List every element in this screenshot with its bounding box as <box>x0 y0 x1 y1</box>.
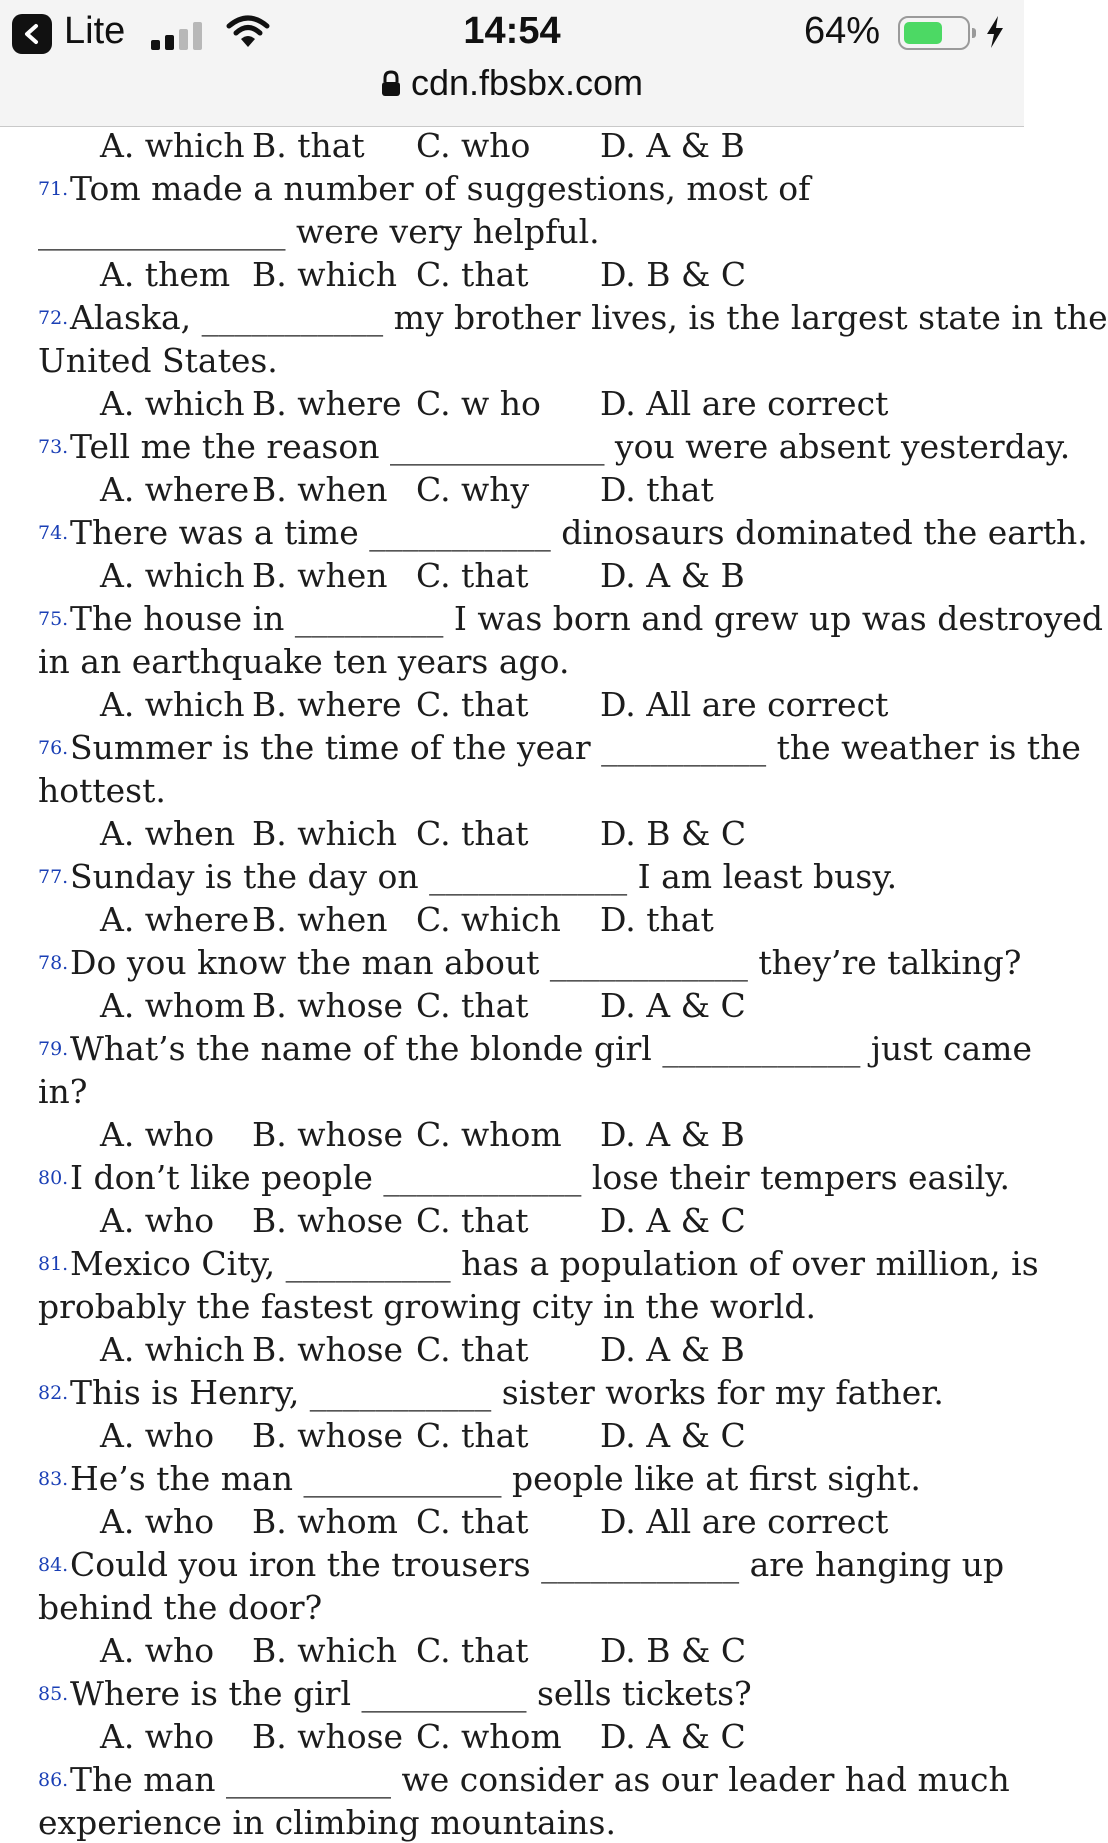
q72-text: Alaska, ___________ my brother lives, is the largest state in the <box>70 298 1108 337</box>
q84-option-b: B. which <box>252 1631 398 1670</box>
q70-option-b: B. that <box>252 126 365 165</box>
q72-option-b: B. where <box>252 384 402 423</box>
q80-option-c: C. that <box>416 1201 529 1240</box>
q78-option-c: C. that <box>416 986 529 1025</box>
back-app-label[interactable]: Lite <box>64 10 126 52</box>
q72-option-d: D. All are correct <box>600 384 889 423</box>
q79-option-a: A. who <box>100 1115 215 1154</box>
q84-option-c: C. that <box>416 1631 529 1670</box>
q74-option-d: D. A & B <box>600 556 745 595</box>
q82-option-b: B. whose <box>252 1416 404 1455</box>
q76-option-d: D. B & C <box>600 814 747 853</box>
q79-option-d: D. A & B <box>600 1115 745 1154</box>
q76-option-b: B. which <box>252 814 398 853</box>
q71-text-continued: _______________ were very helpful. <box>38 212 600 251</box>
q85-number: 85. <box>38 1683 69 1705</box>
q81-text: Mexico City, __________ has a population of over million, is <box>70 1244 1039 1283</box>
address-bar[interactable] <box>0 62 1024 114</box>
url-domain: cdn.fbsbx.com <box>410 62 644 103</box>
document-content <box>0 126 1108 1842</box>
q85-option-a: A. who <box>100 1717 215 1756</box>
q78-number: 78. <box>38 952 69 974</box>
q80-option-a: A. who <box>100 1201 215 1240</box>
q76-option-c: C. that <box>416 814 529 853</box>
q86-text-continued: experience in climbing mountains. <box>38 1803 616 1842</box>
q83-option-d: D. All are correct <box>600 1502 889 1541</box>
lock-icon <box>381 71 401 97</box>
q70-option-d: D. A & B <box>600 126 745 165</box>
q72-number: 72. <box>38 307 69 329</box>
q80-option-d: D. A & C <box>600 1201 746 1240</box>
q79-text: What’s the name of the blonde girl ____________ just came <box>70 1029 1032 1068</box>
q72-option-c: C. w ho <box>416 384 541 423</box>
q81-option-c: C. that <box>416 1330 529 1369</box>
q82-option-a: A. who <box>100 1416 215 1455</box>
q80-number: 80. <box>38 1167 69 1189</box>
q82-number: 82. <box>38 1382 69 1404</box>
q85-option-c: C. whom <box>416 1717 562 1756</box>
q73-option-b: B. when <box>252 470 388 509</box>
q74-option-c: C. that <box>416 556 529 595</box>
q82-option-d: D. A & C <box>600 1416 746 1455</box>
q81-text-continued: probably the fastest growing city in the world. <box>38 1287 816 1326</box>
q84-text-continued: behind the door? <box>38 1588 323 1627</box>
q75-option-c: C. that <box>416 685 529 724</box>
browser-top-bar <box>0 0 1024 127</box>
q86-text: The man __________ we consider as our leader had much <box>70 1760 1010 1799</box>
q81-option-b: B. whose <box>252 1330 404 1369</box>
q77-text: Sunday is the day on ____________ I am least busy. <box>70 857 898 896</box>
q77-option-d: D. that <box>600 900 714 939</box>
q71-option-c: C. that <box>416 255 529 294</box>
q74-option-a: A. which <box>100 556 245 595</box>
q70-option-c: C. who <box>416 126 531 165</box>
q74-number: 74. <box>38 522 69 544</box>
q81-option-d: D. A & B <box>600 1330 745 1369</box>
q79-text-continued: in? <box>38 1072 88 1111</box>
q78-text: Do you know the man about ____________ they’re talking? <box>70 943 1022 982</box>
q75-text-continued: in an earthquake ten years ago. <box>38 642 570 681</box>
battery-percentage: 64% <box>804 10 881 52</box>
q81-option-a: A. which <box>100 1330 245 1369</box>
q82-text: This is Henry, ___________ sister works for my father. <box>70 1373 944 1412</box>
q84-option-a: A. who <box>100 1631 215 1670</box>
q86-number: 86. <box>38 1769 69 1791</box>
q76-option-a: A. when <box>100 814 236 853</box>
q83-text: He’s the man ____________ people like at first sight. <box>70 1459 921 1498</box>
q71-text: Tom made a number of suggestions, most of <box>70 169 811 208</box>
q75-option-a: A. which <box>100 685 245 724</box>
q78-option-b: B. whose <box>252 986 404 1025</box>
q71-number: 71. <box>38 178 69 200</box>
q79-option-c: C. whom <box>416 1115 562 1154</box>
q81-number: 81. <box>38 1253 69 1275</box>
q83-number: 83. <box>38 1468 69 1490</box>
q85-text: Where is the girl __________ sells tickets? <box>70 1674 752 1713</box>
q72-text-continued: United States. <box>38 341 278 380</box>
q75-option-d: D. All are correct <box>600 685 889 724</box>
q84-option-d: D. B & C <box>600 1631 747 1670</box>
q79-number: 79. <box>38 1038 69 1060</box>
q78-option-a: A. whom <box>100 986 246 1025</box>
q85-option-d: D. A & C <box>600 1717 746 1756</box>
q70-option-a: A. which <box>100 126 245 165</box>
q71-option-b: B. which <box>252 255 398 294</box>
q74-option-b: B. when <box>252 556 388 595</box>
q75-text: The house in _________ I was born and grew up was destroyed <box>70 599 1103 638</box>
q73-option-c: C. why <box>416 470 530 509</box>
q73-option-a: A. where <box>100 470 250 509</box>
q83-option-c: C. that <box>416 1502 529 1541</box>
q77-option-b: B. when <box>252 900 388 939</box>
q85-option-b: B. whose <box>252 1717 404 1756</box>
q78-option-d: D. A & C <box>600 986 746 1025</box>
battery-level-fill <box>904 22 942 44</box>
q80-option-b: B. whose <box>252 1201 404 1240</box>
q76-number: 76. <box>38 737 69 759</box>
q83-option-b: B. whom <box>252 1502 398 1541</box>
q84-number: 84. <box>38 1554 69 1576</box>
status-bar <box>0 0 1024 66</box>
q77-option-a: A. where <box>100 900 250 939</box>
q76-text-continued: hottest. <box>38 771 166 810</box>
battery-icon <box>898 16 970 50</box>
q75-number: 75. <box>38 608 69 630</box>
q71-option-a: A. them <box>100 255 231 294</box>
q75-option-b: B. where <box>252 685 402 724</box>
q77-number: 77. <box>38 866 69 888</box>
q72-option-a: A. which <box>100 384 245 423</box>
q73-number: 73. <box>38 436 69 458</box>
charging-bolt-icon <box>984 14 1006 50</box>
q71-option-d: D. B & C <box>600 255 747 294</box>
q74-text: There was a time ___________ dinosaurs dominated the earth. <box>70 513 1088 552</box>
q77-option-c: C. which <box>416 900 561 939</box>
q84-text: Could you iron the trousers ____________ are hanging up <box>70 1545 1005 1584</box>
q82-option-c: C. that <box>416 1416 529 1455</box>
q80-text: I don’t like people ____________ lose their tempers easily. <box>70 1158 1011 1197</box>
q73-option-d: D. that <box>600 470 714 509</box>
q83-option-a: A. who <box>100 1502 215 1541</box>
q76-text: Summer is the time of the year __________ the weather is the <box>70 728 1081 767</box>
q79-option-b: B. whose <box>252 1115 404 1154</box>
q73-text: Tell me the reason _____________ you were absent yesterday. <box>70 427 1071 466</box>
status-time: 14:54 <box>463 10 561 52</box>
